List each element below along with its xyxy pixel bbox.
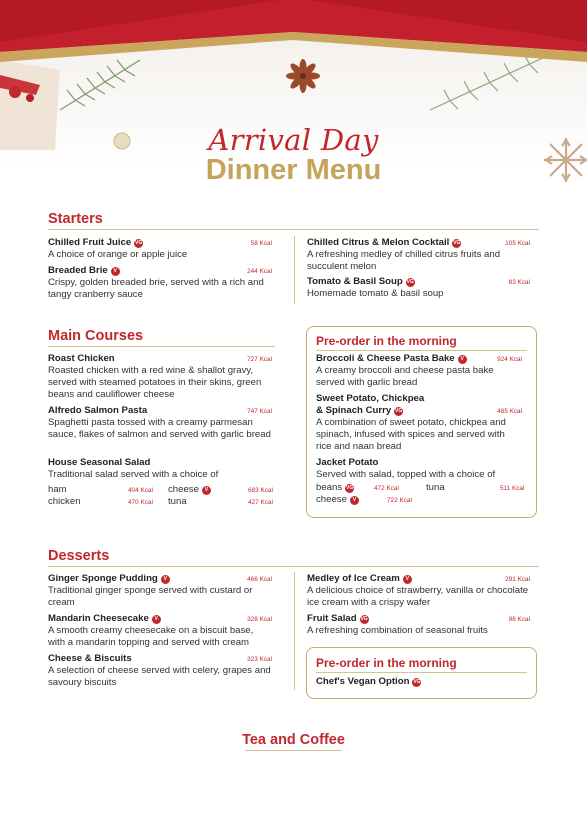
- section-title-main-courses: Main Courses: [48, 328, 144, 344]
- option-cheese: [168, 484, 211, 496]
- option-chicken: [48, 496, 81, 508]
- title-arrival-day: Arrival Day: [208, 123, 379, 157]
- section-title-desserts: Desserts: [48, 548, 110, 564]
- title-dinner-menu: Dinner Menu: [205, 154, 382, 186]
- menu-item: [316, 393, 522, 453]
- menu-item: [316, 457, 522, 481]
- item-description: Traditional salad served with a choice of: [48, 469, 219, 480]
- item-description: Served with salad, topped with a choice of: [316, 469, 496, 480]
- vegetarian-icon: V: [403, 575, 412, 584]
- vegetarian-icon: V: [202, 486, 211, 495]
- option-kcal: 470 Kcal: [128, 499, 153, 506]
- menu-item: [48, 353, 272, 401]
- menu-item: [316, 676, 522, 688]
- item-name: Mandarin Cheesecake: [48, 613, 149, 624]
- item-description: Homemade tomato & basil soup: [307, 288, 444, 299]
- option-name: beans: [316, 482, 343, 493]
- menu-item: [48, 265, 272, 301]
- item-kcal: 328 Kcal: [247, 616, 272, 623]
- menu-item: [48, 613, 272, 649]
- option-name: ham: [48, 484, 67, 495]
- option-name: cheese: [316, 494, 347, 505]
- item-name: Cheese & Biscuits: [48, 653, 132, 664]
- option-name: tuna: [426, 482, 445, 493]
- item-kcal: 323 Kcal: [247, 656, 272, 663]
- menu-item: [48, 237, 272, 261]
- star-anise-ornament: [286, 59, 320, 93]
- menu-item: [48, 405, 272, 441]
- option-kcal: 683 Kcal: [248, 487, 273, 494]
- item-description: Roasted chicken with a red wine & shallot gravy, served with steamed potatoes in their skins, green beans and cauliflower cheese: [48, 365, 262, 400]
- menu-item: [307, 237, 530, 273]
- vegan-icon: VG: [135, 239, 143, 246]
- item-name: Jacket Potato: [316, 457, 379, 468]
- item-kcal: 747 Kcal: [247, 408, 272, 415]
- item-name: Broccoli & Cheese Pasta Bake: [316, 353, 455, 364]
- option-tuna: [168, 496, 187, 508]
- item-kcal: 291 Kcal: [505, 576, 530, 583]
- section-divider: [48, 346, 275, 347]
- item-description: A smooth creamy cheesecake on a biscuit base, with a mandarin topping and served with cream: [48, 625, 254, 648]
- item-description: A delicious choice of strawberry, vanilla or chocolate ice cream with a crispy wafer: [307, 585, 529, 608]
- menu-item: [316, 353, 522, 389]
- preorder-box: [306, 647, 537, 699]
- option-name: tuna: [168, 496, 187, 507]
- section-title-tea-coffee: Tea and Coffee: [242, 732, 345, 748]
- item-kcal: 83 Kcal: [508, 279, 530, 286]
- section-title-starters: Starters: [48, 211, 103, 227]
- item-name: Tomato & Basil Soup: [307, 276, 403, 287]
- item-description: A creamy broccoli and cheese pasta bake served with garlic bread: [316, 365, 494, 388]
- item-name: Ginger Sponge Pudding: [48, 573, 158, 584]
- vegan-icon: VG: [406, 278, 414, 285]
- vegetarian-icon: V: [458, 355, 467, 364]
- item-name: Sweet Potato, Chickpea: [316, 393, 425, 404]
- item-name: Chef's Vegan Option: [316, 676, 410, 687]
- option-name: chicken: [48, 496, 81, 507]
- vegan-icon: VG: [395, 407, 403, 414]
- menu-item: [48, 457, 272, 481]
- item-name: Chilled Citrus & Melon Cocktail: [307, 237, 450, 248]
- menu-item: [307, 573, 530, 609]
- item-kcal: 58 Kcal: [250, 240, 272, 247]
- option-kcal: 404 Kcal: [128, 487, 153, 494]
- option-tuna: [426, 482, 445, 494]
- menu-item: [48, 653, 272, 689]
- menu-item: [307, 613, 530, 637]
- option-ham: [48, 484, 67, 496]
- section-divider: [48, 229, 539, 230]
- option-cheese: [316, 494, 359, 506]
- section-divider: [316, 672, 527, 673]
- item-name: Chilled Fruit Juice: [48, 237, 132, 248]
- item-description: A choice of orange or apple juice: [48, 249, 188, 260]
- item-name: Alfredo Salmon Pasta: [48, 405, 148, 416]
- item-kcal: 98 Kcal: [508, 616, 530, 623]
- section-divider: [48, 566, 539, 567]
- item-name: Breaded Brie: [48, 265, 108, 276]
- item-description: A refreshing combination of seasonal fruits: [307, 625, 488, 636]
- menu-item: [307, 276, 530, 300]
- vegan-icon: VG: [453, 239, 461, 246]
- item-kcal: 727 Kcal: [247, 356, 272, 363]
- option-name: cheese: [168, 484, 199, 495]
- vegetarian-icon: V: [350, 496, 359, 505]
- item-kcal: 466 Kcal: [247, 576, 272, 583]
- option-beans: [316, 482, 354, 494]
- item-description: Traditional ginger sponge served with custard or cream: [48, 585, 253, 608]
- column-divider: [294, 236, 295, 304]
- menu-title: [0, 124, 587, 186]
- item-description: Crispy, golden breaded brie, served with a rich and tangy cranberry sauce: [48, 277, 264, 300]
- item-description: A selection of cheese served with celery, grapes and savoury biscuits: [48, 665, 271, 688]
- item-kcal: 105 Kcal: [505, 240, 530, 247]
- vegan-icon: VG: [346, 484, 354, 491]
- section-divider: [316, 350, 527, 351]
- section-divider: [245, 750, 342, 751]
- item-kcal: 244 Kcal: [247, 268, 272, 275]
- item-kcal: 485 Kcal: [497, 408, 522, 415]
- item-description: Spaghetti pasta tossed with a creamy parmesan sauce, flakes of salmon and served with garlic bread: [48, 417, 271, 440]
- item-description: A refreshing medley of chilled citrus fruits and succulent melon: [307, 249, 501, 272]
- option-kcal: 427 Kcal: [248, 499, 273, 506]
- vegetarian-icon: V: [111, 267, 120, 276]
- vegetarian-icon: V: [161, 575, 170, 584]
- item-name: Medley of Ice Cream: [307, 573, 400, 584]
- preorder-title: Pre-order in the morning: [316, 656, 457, 670]
- option-kcal: 722 Kcal: [387, 497, 412, 504]
- vegan-icon: VG: [413, 678, 421, 685]
- item-name: Fruit Salad: [307, 613, 357, 624]
- column-divider: [294, 572, 295, 690]
- item-description: A combination of sweet potato, chickpea and spinach, infused with spices and served with rice and naan bread: [316, 417, 506, 452]
- vegetarian-icon: V: [152, 615, 161, 624]
- item-name: House Seasonal Salad: [48, 457, 151, 468]
- vegan-icon: VG: [360, 615, 368, 622]
- option-kcal: 472 Kcal: [374, 485, 399, 492]
- item-name: & Spinach Curry: [316, 405, 392, 416]
- menu-item: [48, 573, 272, 609]
- item-name: Roast Chicken: [48, 353, 115, 364]
- item-kcal: 924 Kcal: [497, 356, 522, 363]
- preorder-title: Pre-order in the morning: [316, 334, 457, 348]
- tea-and-coffee: [0, 731, 587, 749]
- option-kcal: 511 Kcal: [500, 485, 525, 492]
